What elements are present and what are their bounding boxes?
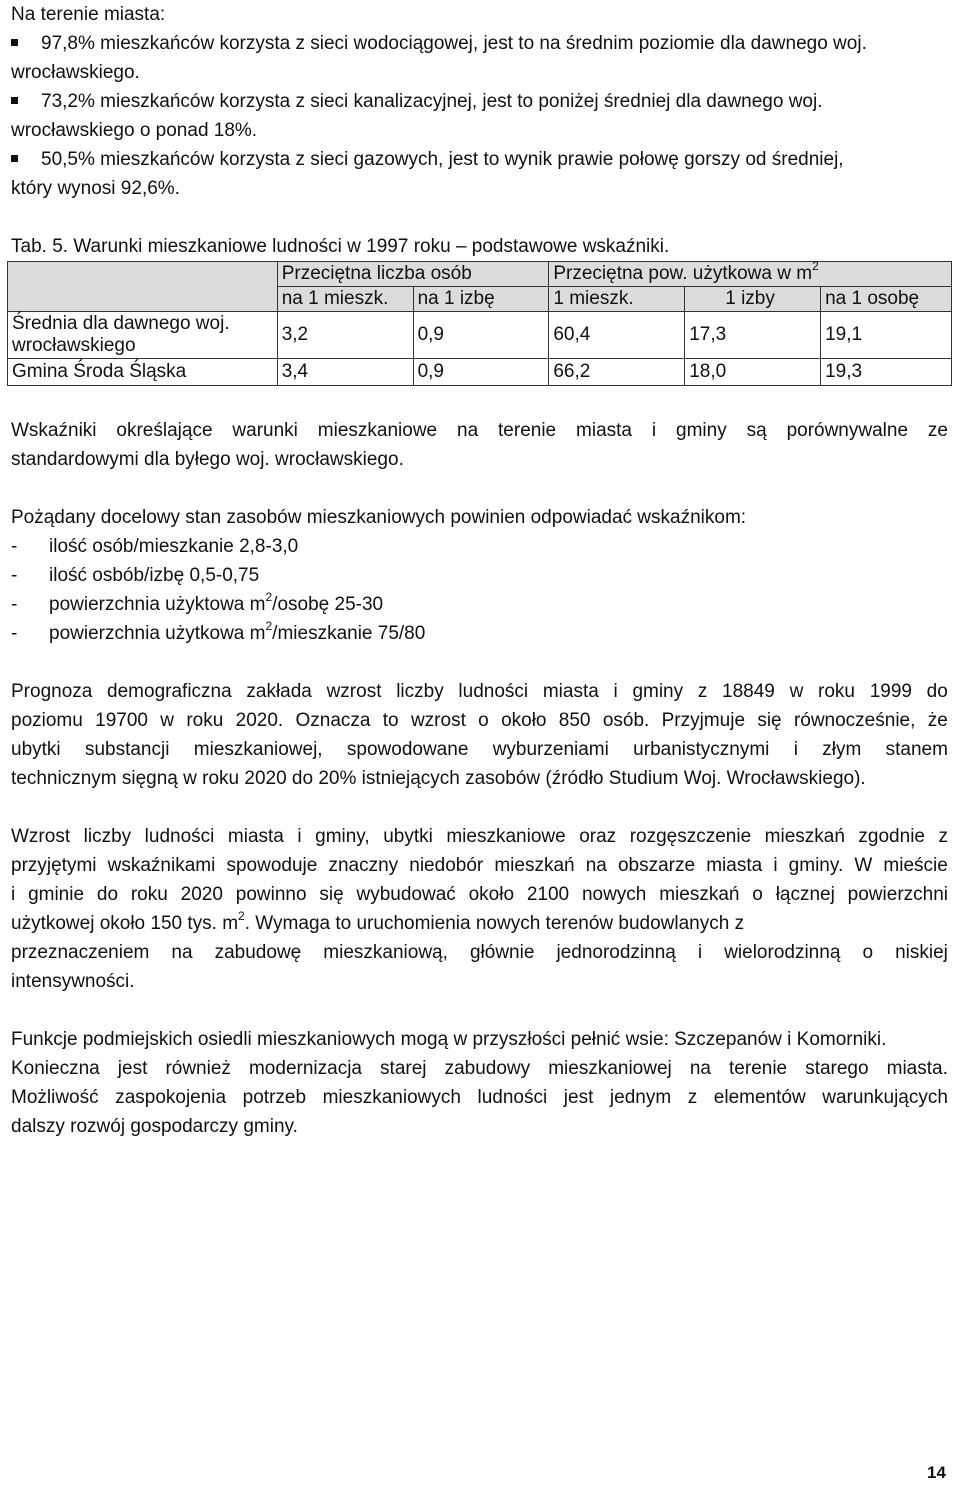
bullet-item: 73,2% mieszkańców korzysta z sieci kanalizacyjnej, jest to poniżej średniej dla dawnego woj.	[11, 87, 948, 116]
spacer	[11, 203, 948, 232]
header-group-area: Przeciętna pow. użytkowa w $m^2$	[549, 262, 952, 287]
table-row	[8, 359, 952, 386]
header-cell: na 1 izbę	[413, 287, 549, 312]
row-label: Gmina Środa Śląska	[8, 359, 278, 386]
spacer	[11, 386, 948, 416]
bullet-item: 50,5% mieszkańców korzysta z sieci gazowych, jest to wynik prawie połowę gorszy od średniej,	[11, 145, 948, 174]
header-cell: na 1 mieszk.	[277, 287, 413, 312]
cell-value: 19,1	[821, 312, 952, 359]
header-group-persons: Przeciętna liczba osób	[277, 262, 549, 287]
text-line: technicznym sięgną w roku 2020 do 20% istniejących zasobów (źródło Studium Woj. Wrocławskiego).	[11, 768, 866, 789]
intro-section	[11, 0, 948, 203]
bullet-continuation: wrocławskiego.	[11, 62, 140, 83]
empty-header-cell	[8, 262, 278, 287]
row-label: Średnia dla dawnego woj. wrocławskiego	[8, 312, 278, 359]
text-line: użytkowej około 150 tys. $m^2$. Wymaga to uruchomienia nowych terenów budowlanych z	[11, 908, 745, 934]
cell-value: 60,4	[549, 312, 685, 359]
cell-value: 3,2	[277, 312, 413, 359]
spacer	[11, 996, 948, 1025]
square-bullet-icon	[11, 39, 18, 46]
paragraph	[11, 677, 948, 793]
bullet-continuation: który wynosi 92,6%.	[11, 178, 180, 199]
justified-line: Możliwość zaspokojenia potrzeb mieszkaniowych ludności jest jednym z elementów warunkujących	[11, 1087, 948, 1108]
document-page	[11, 0, 948, 1141]
cell-value: 66,2	[549, 359, 685, 386]
spacer	[11, 648, 948, 677]
justified-line: przyjętymi wskaźnikami spowoduje znaczny niedobór mieszkań na obszarze miasta i gminy. W mieście	[11, 855, 948, 876]
spacer	[11, 474, 948, 503]
housing-table	[7, 258, 952, 386]
bullet-item: 97,8% mieszkańców korzysta z sieci wodociągowej, jest to na średnim poziomie dla dawnego woj.	[11, 29, 948, 58]
justified-line: Konieczna jest również modernizacja starej zabudowy mieszkaniowej na terenie starego miasta.	[11, 1058, 948, 1079]
justified-line: Wskaźniki określające warunki mieszkaniowe na terenie miasta i gminy są porównywalne ze	[11, 420, 948, 441]
cell-value: 0,9	[413, 312, 549, 359]
justified-line: Prognoza demograficzna zakłada wzrost liczby ludności miasta i gminy z 18849 w roku 1999 do	[11, 681, 948, 702]
paragraph	[11, 416, 948, 474]
empty-header-cell	[8, 287, 278, 312]
justified-line: poziomu 19700 w roku 2020. Oznacza to wzrost o około 850 osób. Przyjmuje się równocześnie, że	[11, 710, 948, 731]
cell-value: 19,3	[821, 359, 952, 386]
square-bullet-icon	[11, 97, 18, 104]
list-item: - ilość osób/mieszkanie 2,8-3,0	[11, 536, 299, 557]
header-cell: na 1 osobę	[821, 287, 952, 312]
page-number: 14	[927, 1463, 946, 1482]
cell-value: 17,3	[685, 312, 821, 359]
spacer	[11, 793, 948, 822]
header-cell: 1 izby	[685, 287, 821, 312]
table-subheader-row	[8, 287, 952, 312]
list-item: - powierzchnia użytkowa $m^2$/mieszkanie 75/80	[11, 618, 426, 644]
square-bullet-icon	[11, 155, 18, 162]
paragraph	[11, 1025, 948, 1141]
justified-line: i gminie do roku 2020 powinno się wybudować około 2100 nowych mieszkań o łącznej powierzchni	[11, 884, 948, 905]
intro-heading: Na terenie miasta:	[11, 4, 166, 25]
cell-value: 18,0	[685, 359, 821, 386]
justified-line: przeznaczeniem na zabudowę mieszkaniową, głównie jednorodzinną i wielorodzinną o niskiej	[11, 942, 948, 963]
table-caption: Tab. 5. Warunki mieszkaniowe ludności w 1997 roku – podstawowe wskaźniki.	[11, 236, 670, 257]
justified-line: ubytki substancji mieszkaniowej, spowodowane wyburzeniami urbanistycznymi i złym stanem	[11, 739, 948, 760]
cell-value: 3,4	[277, 359, 413, 386]
list-item: - ilość osbób/izbę 0,5-0,75	[11, 565, 260, 586]
text-line: dalszy rozwój gospodarczy gminy.	[11, 1116, 298, 1137]
text-line: standardowymi dla byłego woj. wrocławskiego.	[11, 449, 404, 470]
bullet-continuation: wrocławskiego o ponad 18%.	[11, 120, 258, 141]
cell-value: 0,9	[413, 359, 549, 386]
text-line: Pożądany docelowy stan zasobów mieszkaniowych powinien odpowiadać wskaźnikom:	[11, 507, 747, 528]
text-line: intensywności.	[11, 971, 135, 992]
list-item: - powierzchnia użyktowa $m^2$/osobę 25-30	[11, 589, 384, 615]
paragraph	[11, 822, 948, 996]
text-line: Funkcje podmiejskich osiedli mieszkaniowych mogą w przyszłości pełnić wsie: Szczepanów i Komorniki.	[11, 1029, 887, 1050]
table-header-row	[8, 262, 952, 287]
header-cell: 1 mieszk.	[549, 287, 685, 312]
paragraph	[11, 503, 948, 648]
table-row	[8, 312, 952, 359]
justified-line: Wzrost liczby ludności miasta i gminy, ubytki mieszkaniowe oraz rozgęszczenie mieszkań zgodnie z	[11, 826, 948, 847]
